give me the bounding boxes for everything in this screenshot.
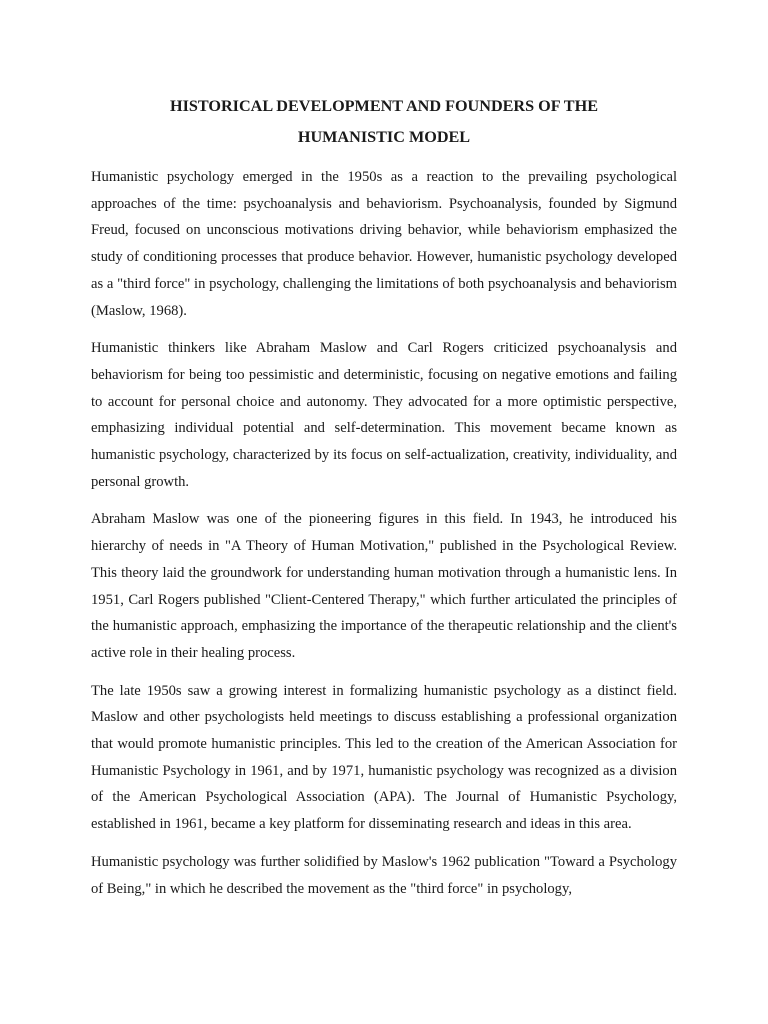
title-line-1: HISTORICAL DEVELOPMENT AND FOUNDERS OF THE (169, 97, 598, 115)
document-title (91, 91, 677, 153)
paragraph-third-force: Humanistic psychology was further solidified by Maslow's 1962 publication "Toward a Psychology of Being," in which he described the movement as the "third force" in psychology, (91, 853, 677, 897)
paragraph-origins: Humanistic psychology emerged in the 1950s as a reaction to the prevailing psychological approaches of the time: psychoanalysis and behaviorism. Psychoanalysis, founded by Sigmund Freud, focused on unconscious motivations driving behavior, while behaviorism emphasized the study of conditioning processes that produce behavior. However, humanistic psychology developed as a "third force" in psychology, challenging the limitations of both psychoanalysis and behaviorism (Maslow, 1968). (91, 169, 677, 319)
title-line-2: HUMANISTIC MODEL (297, 128, 471, 146)
paragraph-maslow-rogers: Abraham Maslow was one of the pioneering figures in this field. In 1943, he introduced his hierarchy of needs in "A Theory of Human Motivation," published in the Psychological Review. This theory laid the groundwork for understanding human motivation through a humanistic lens. In 1951, Carl Rogers published "Client-Centered Therapy," which further articulated the principles of the humanistic approach, emphasizing the importance of the therapeutic relationship and the client's active role in their healing process. (91, 511, 677, 661)
paragraph-humanistic-thinkers: Humanistic thinkers like Abraham Maslow and Carl Rogers criticized psychoanalysis and behaviorism for being too pessimistic and deterministic, focusing on negative emotions and failing to account for personal choice and autonomy. They advocated for a more optimistic perspective, emphasizing individual potential and self-determination. This movement became known as humanistic psychology, characterized by its focus on self-actualization, creativity, individuality, and personal growth. (91, 340, 677, 490)
paragraph-formalization: The late 1950s saw a growing interest in formalizing humanistic psychology as a distinct field. Maslow and other psychologists held meetings to discuss establishing a professional organization that would promote humanistic principles. This led to the creation of the American Association for Humanistic Psychology in 1961, and by 1971, humanistic psychology was recognized as a division of the American Psychological Association (APA). The Journal of Humanistic Psychology, established in 1961, became a key platform for disseminating research and ideas in this area. (91, 682, 677, 833)
document-page (91, 91, 677, 913)
